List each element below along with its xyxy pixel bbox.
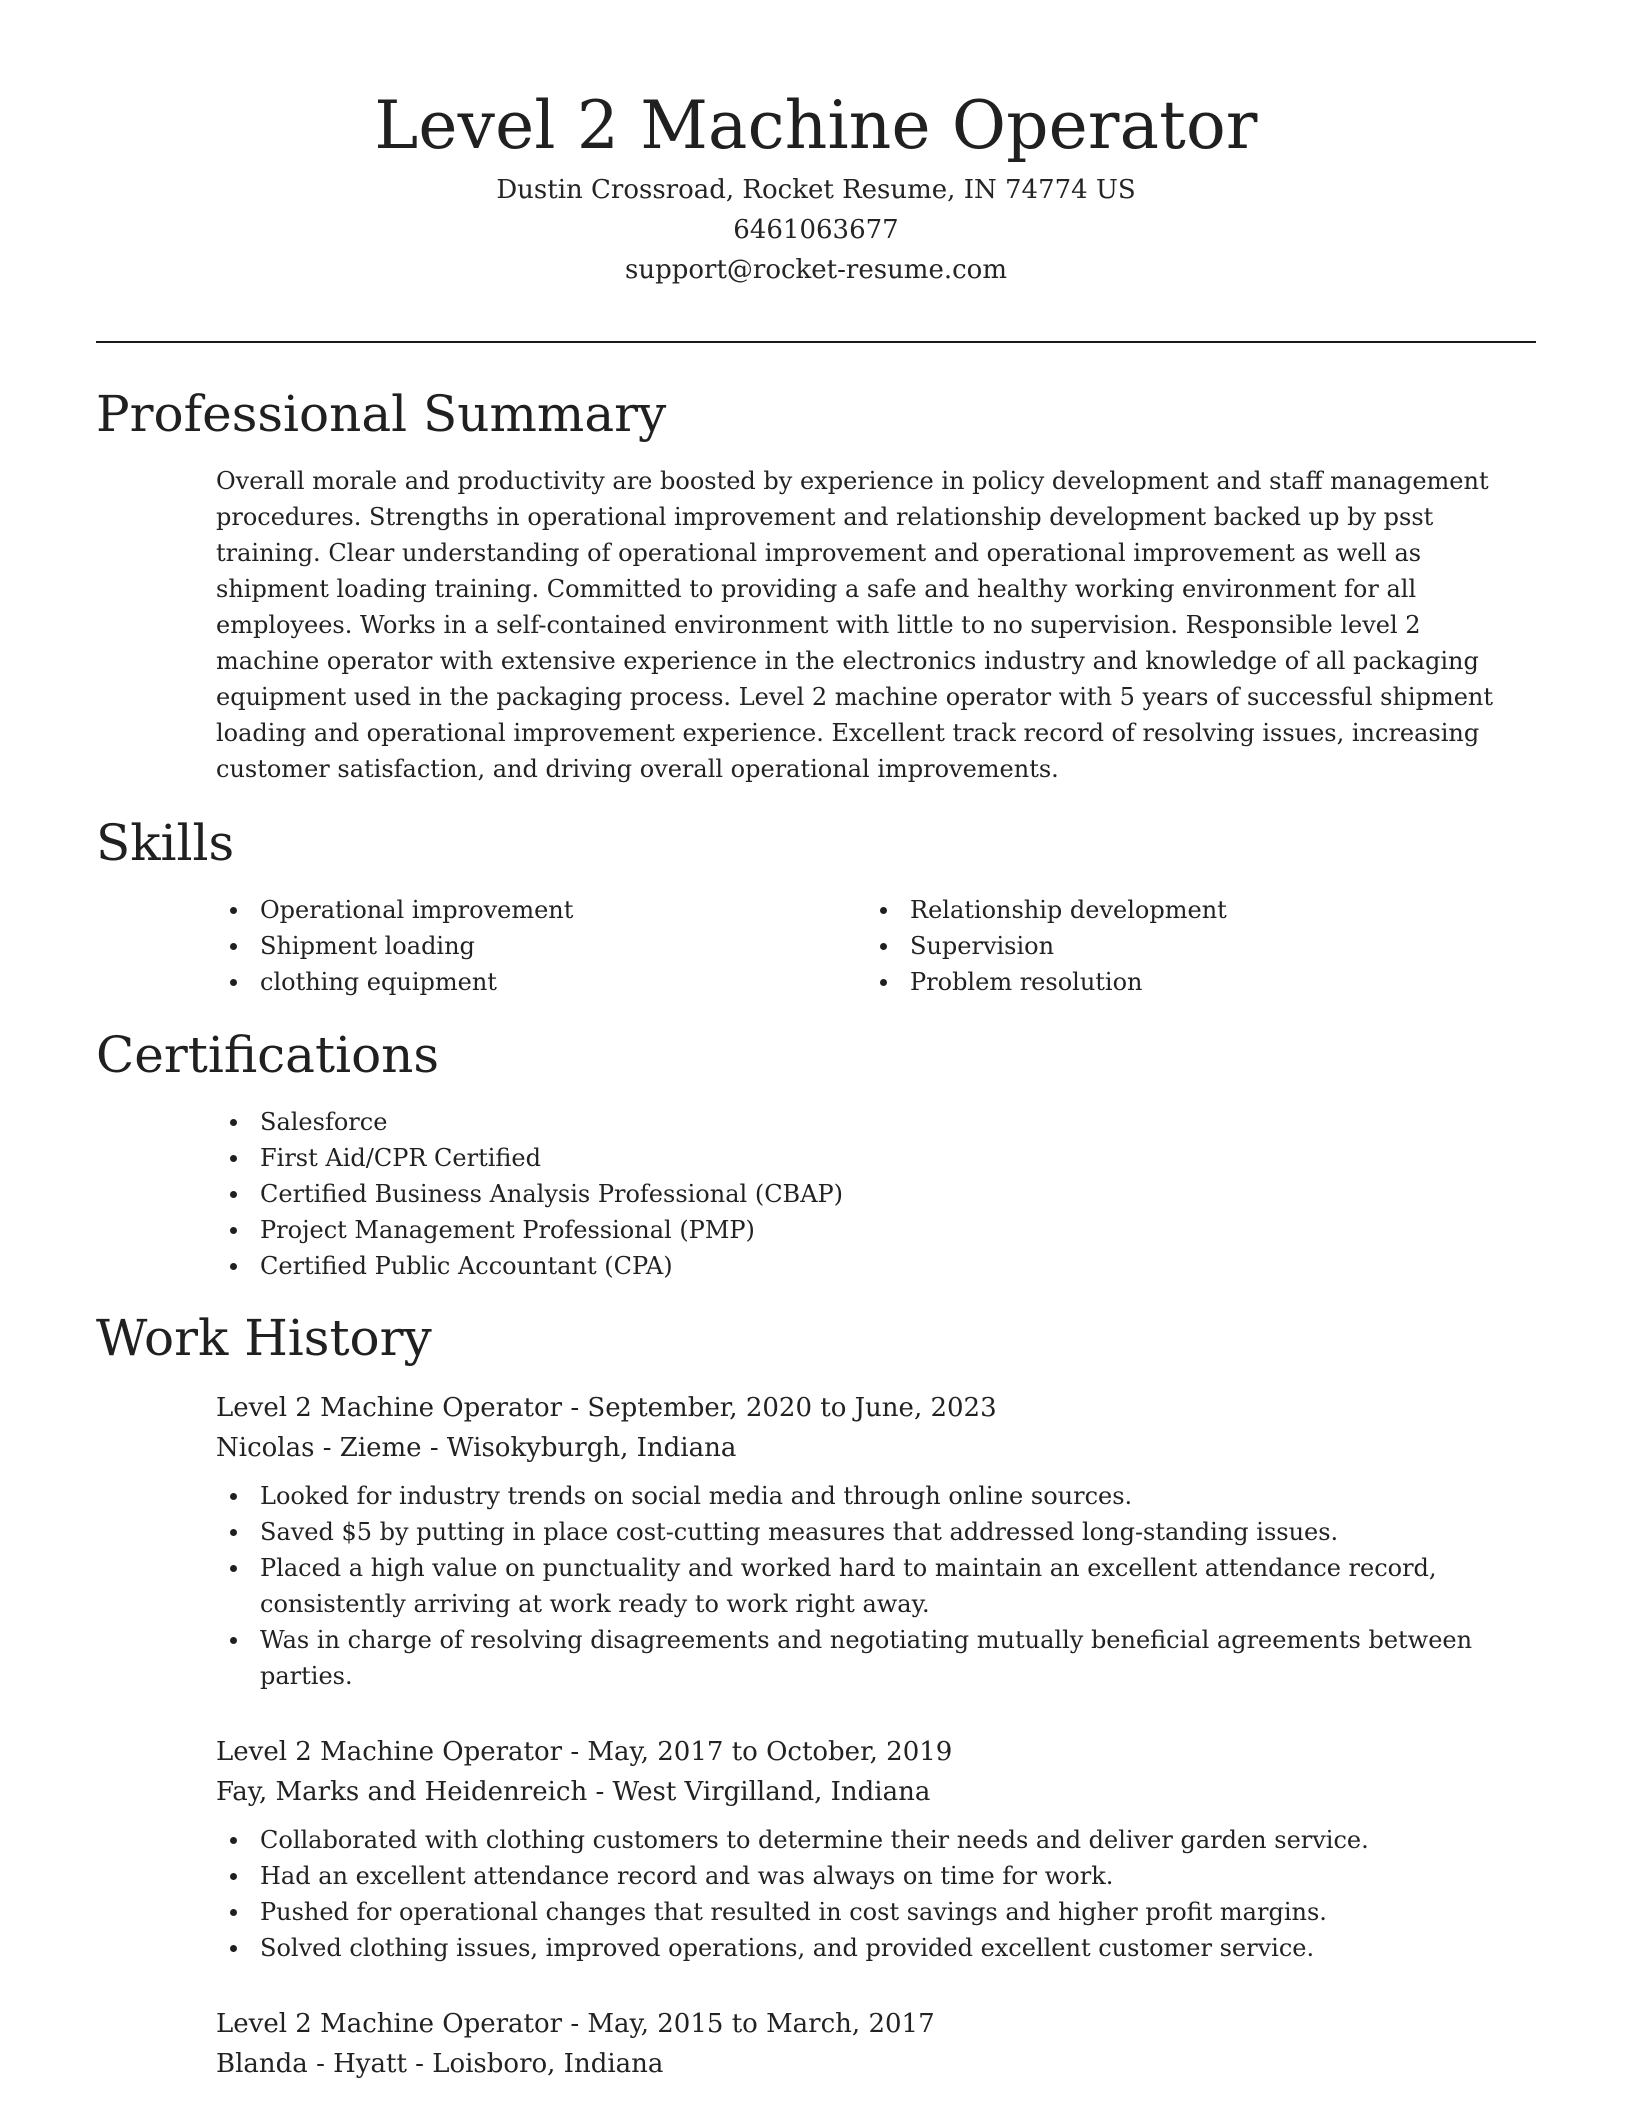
- skill-item: Operational improvement: [216, 892, 816, 928]
- job-duty: Placed a high value on punctuality and worked hard to maintain an excellent attendance record, consistently arriving at work ready to work right away.: [216, 1550, 1516, 1622]
- job-duty: Solved clothing issues, improved operations, and provided excellent customer service.: [216, 1930, 1516, 1966]
- certification-item: Salesforce: [216, 1104, 1516, 1140]
- address: Dustin Crossroad, Rocket Resume, IN 74774 US: [496, 175, 1136, 205]
- job-duty: Was in charge of resolving disagreements and negotiating mutually beneficial agreements between parties.: [216, 1622, 1516, 1694]
- job-duties-list: [216, 1478, 1516, 1694]
- job-title-dates: Level 2 Machine Operator - May, 2017 to October, 2019: [216, 1737, 953, 1767]
- certification-item: Project Management Professional (PMP): [216, 1212, 1516, 1248]
- skills-list-left: [216, 892, 816, 1000]
- certifications-list: [216, 1104, 1516, 1284]
- certification-item: First Aid/CPR Certified: [216, 1140, 1516, 1176]
- email-address: support@rocket-resume.com: [624, 255, 1007, 285]
- job-company-location: Fay, Marks and Heidenreich - West Virgilland, Indiana: [216, 1777, 931, 1807]
- job-company-location: Nicolas - Zieme - Wisokyburgh, Indiana: [216, 1433, 737, 1463]
- summary-heading: Professional Summary: [96, 385, 667, 443]
- skills-heading: Skills: [96, 814, 235, 872]
- job-company-location: Blanda - Hyatt - Loisboro, Indiana: [216, 2049, 664, 2079]
- resume-header: [96, 82, 1536, 290]
- job-entry: [216, 2004, 1536, 2084]
- skill-item: Shipment loading: [216, 928, 816, 964]
- skill-item: Supervision: [866, 928, 1466, 964]
- job-duty: Pushed for operational changes that resulted in cost savings and higher profit margins.: [216, 1894, 1516, 1930]
- job-duties-list: [216, 1822, 1516, 1966]
- certification-item: Certified Public Accountant (CPA): [216, 1248, 1516, 1284]
- work-history-heading: Work History: [96, 1309, 432, 1367]
- job-duty: Looked for industry trends on social media and through online sources.: [216, 1478, 1516, 1514]
- job-entry: [216, 1732, 1536, 1966]
- job-duty: Saved $5 by putting in place cost-cutting measures that addressed long-standing issues.: [216, 1514, 1516, 1550]
- job-entry: [216, 1388, 1536, 1694]
- skill-item: clothing equipment: [216, 964, 816, 1000]
- skills-list-right: [866, 892, 1466, 1000]
- header-divider: [96, 341, 1536, 343]
- job-duty: Collaborated with clothing customers to determine their needs and deliver garden service.: [216, 1822, 1516, 1858]
- skill-item: Relationship development: [866, 892, 1466, 928]
- job-title-dates: Level 2 Machine Operator - May, 2015 to March, 2017: [216, 2009, 935, 2039]
- job-title-dates: Level 2 Machine Operator - September, 2020 to June, 2023: [216, 1393, 997, 1423]
- phone-number: 6461063677: [733, 215, 899, 245]
- summary-text: Overall morale and productivity are boosted by experience in policy development and staff management procedures. Strengths in operational improvement and relationship development backed up by psst training. Clear understanding of operational improvement and operational improvement as well as shipment loading training. Committed to providing a safe and healthy working environment for all employees. Works in a self-contained environment with little to no supervision. Responsible level 2 machine operator with extensive experience in the electronics industry and knowledge of all packaging equipment used in the packaging process. Level 2 machine operator with 5 years of successful shipment loading and operational improvement experience. Excellent track record of resolving issues, increasing customer satisfaction, and driving overall operational improvements.: [216, 467, 1494, 783]
- skill-item: Problem resolution: [866, 964, 1466, 1000]
- certification-item: Certified Business Analysis Professional (CBAP): [216, 1176, 1516, 1212]
- job-duty: Had an excellent attendance record and was always on time for work.: [216, 1858, 1516, 1894]
- resume-title: Level 2 Machine Operator: [374, 87, 1258, 164]
- certifications-heading: Certifications: [96, 1026, 440, 1084]
